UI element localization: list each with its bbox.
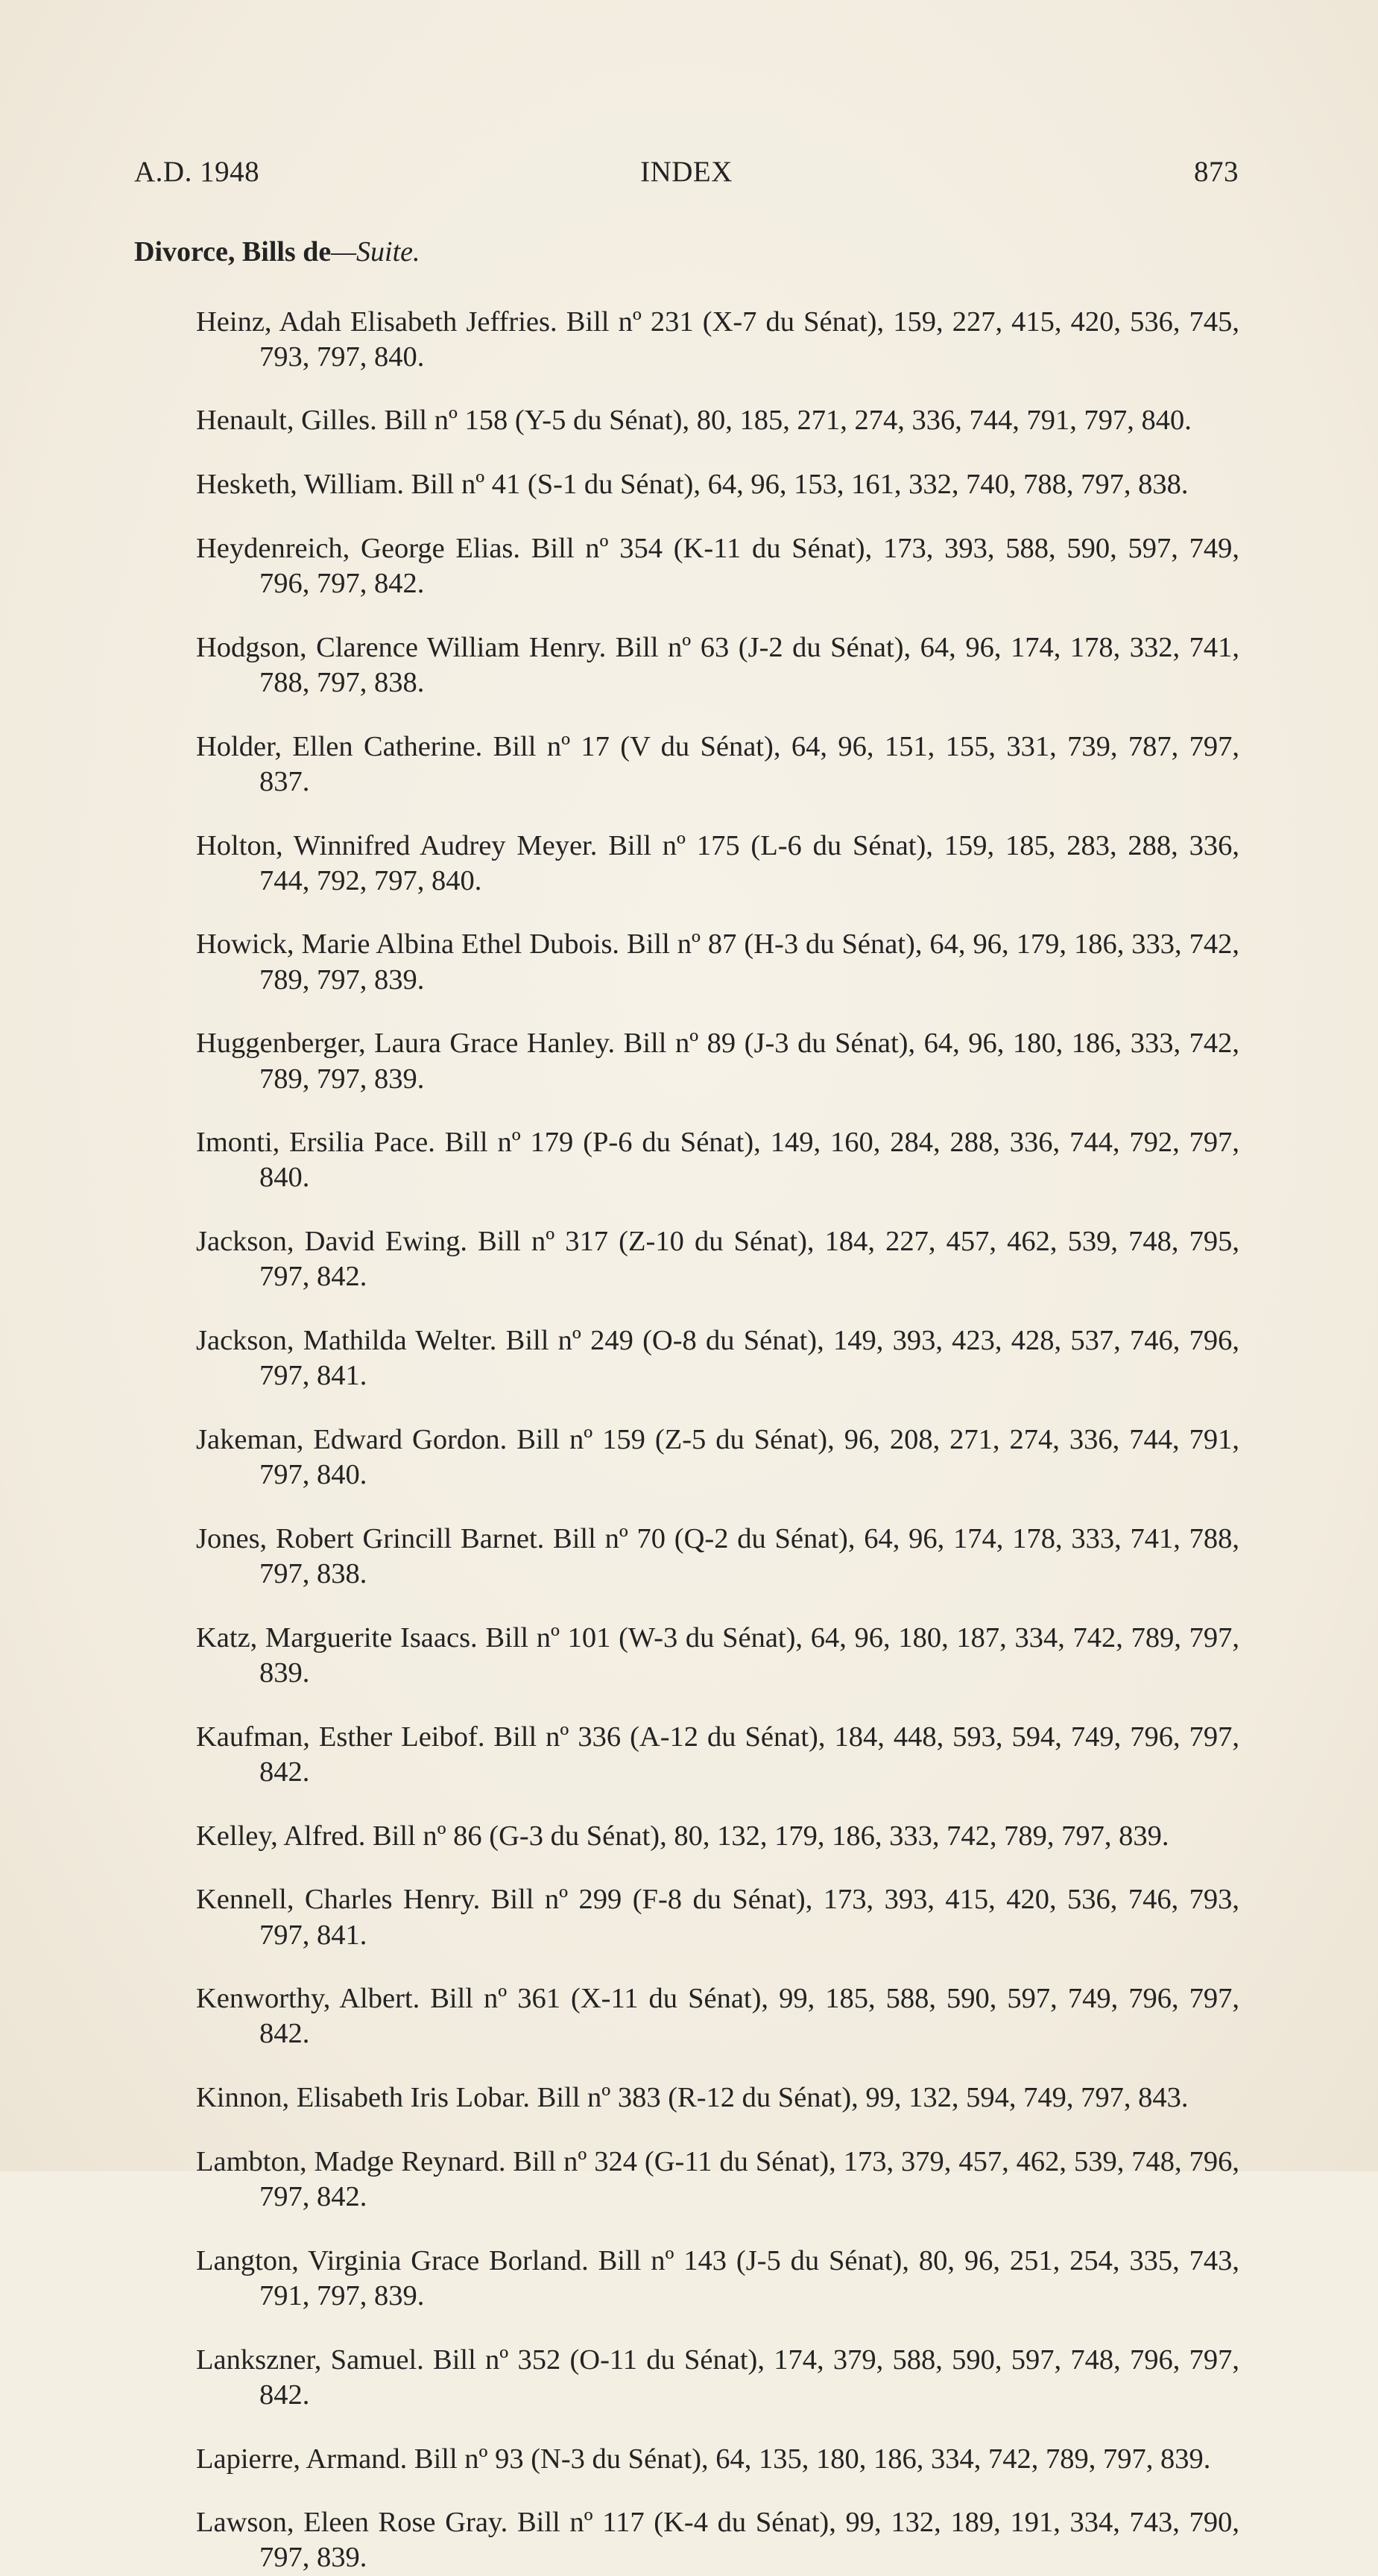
section-title: Divorce, Bills de [134, 236, 332, 268]
index-entry: Kelley, Alfred. Bill nº 86 (G-3 du Sénat), 80, 132, 179, 186, 333, 742, 789, 797, 839. [196, 1820, 1169, 1852]
index-entry: Jackson, David Ewing. Bill nº 317 (Z-10 du Sénat), 184, 227, 457, 462, 539, 748, 795, 797, 842. [196, 1226, 1239, 1293]
index-entries [196, 276, 1239, 2576]
index-entry: Heydenreich, George Elias. Bill nº 354 (K-11 du Sénat), 173, 393, 588, 590, 597, 749, 796, 797, 842. [196, 532, 1239, 600]
index-entry: Lawson, Eleen Rose Gray. Bill nº 117 (K-4 du Sénat), 99, 132, 189, 191, 334, 743, 790, 797, 839. [196, 2507, 1239, 2574]
index-entry: Imonti, Ersilia Pace. Bill nº 179 (P-6 du Sénat), 149, 160, 284, 288, 336, 744, 792, 797, 840. [196, 1127, 1239, 1194]
index-entry: Kennell, Charles Henry. Bill nº 299 (F-8 du Sénat), 173, 393, 415, 420, 536, 746, 793, 797, 841. [196, 1884, 1239, 1951]
index-entry: Langton, Virginia Grace Borland. Bill nº 143 (J-5 du Sénat), 80, 96, 251, 254, 335, 743, 791, 797, 839. [196, 2244, 1239, 2311]
index-entry: Kinnon, Elisabeth Iris Lobar. Bill nº 383 (R-12 du Sénat), 99, 132, 594, 749, 797, 843. [196, 2082, 1189, 2114]
index-entry: Jakeman, Edward Gordon. Bill nº 159 (Z-5 du Sénat), 96, 208, 271, 274, 336, 744, 791, 797, 840. [196, 1423, 1239, 1491]
index-entry: Lapierre, Armand. Bill nº 93 (N-3 du Sénat), 64, 135, 180, 186, 334, 742, 789, 797, 839. [196, 2443, 1211, 2475]
index-entry: Henault, Gilles. Bill nº 158 (Y-5 du Sénat), 80, 185, 271, 274, 336, 744, 791, 797, 840. [196, 405, 1192, 437]
index-entry: Kaufman, Esther Leibof. Bill nº 336 (A-12 du Sénat), 184, 448, 593, 594, 749, 796, 797, 842. [196, 1721, 1239, 1788]
section-heading [134, 235, 420, 268]
page-number: 873 [1194, 156, 1239, 188]
header-title: INDEX [640, 156, 733, 188]
index-entry: Hodgson, Clarence William Henry. Bill nº 63 (J-2 du Sénat), 64, 96, 174, 178, 332, 741, 788, 797, 838. [196, 631, 1239, 698]
index-entry: Howick, Marie Albina Ethel Dubois. Bill nº 87 (H-3 du Sénat), 64, 96, 179, 186, 333, 742, 789, 797, 839. [196, 928, 1239, 996]
index-entry: Huggenberger, Laura Grace Hanley. Bill nº 89 (J-3 du Sénat), 64, 96, 180, 186, 333, 742, 789, 797, 839. [196, 1028, 1239, 1095]
index-entry: Lankszner, Samuel. Bill nº 352 (O-11 du Sénat), 174, 379, 588, 590, 597, 748, 796, 797, 842. [196, 2344, 1239, 2411]
index-entry: Kenworthy, Albert. Bill nº 361 (X-11 du Sénat), 99, 185, 588, 590, 597, 749, 796, 797, 842. [196, 1983, 1239, 2050]
index-entry: Heinz, Adah Elisabeth Jeffries. Bill nº 231 (X-7 du Sénat), 159, 227, 415, 420, 536, 745, 793, 797, 840. [196, 306, 1239, 373]
section-suffix: —Suite. [331, 236, 420, 268]
index-entry: Jones, Robert Grincill Barnet. Bill nº 70 (Q-2 du Sénat), 64, 96, 174, 178, 333, 741, 788, 797, 838. [196, 1522, 1239, 1590]
running-header [134, 155, 1239, 197]
index-entry: Lambton, Madge Reynard. Bill nº 324 (G-11 du Sénat), 173, 379, 457, 462, 539, 748, 796, 797, 842. [196, 2145, 1239, 2213]
index-entry: Katz, Marguerite Isaacs. Bill nº 101 (W-3 du Sénat), 64, 96, 180, 187, 334, 742, 789, 797, 839. [196, 1621, 1239, 1689]
index-entry: Holton, Winnifred Audrey Meyer. Bill nº 175 (L-6 du Sénat), 159, 185, 283, 288, 336, 744, 792, 797, 840. [196, 829, 1239, 896]
header-year: A.D. 1948 [134, 156, 260, 188]
index-entry: Hesketh, William. Bill nº 41 (S-1 du Sénat), 64, 96, 153, 161, 332, 740, 788, 797, 838. [196, 469, 1189, 501]
index-entry: Jackson, Mathilda Welter. Bill nº 249 (O-8 du Sénat), 149, 393, 423, 428, 537, 746, 796, 797, 841. [196, 1325, 1239, 1392]
index-entry: Holder, Ellen Catherine. Bill nº 17 (V du Sénat), 64, 96, 151, 155, 331, 739, 787, 797, 837. [196, 730, 1239, 797]
